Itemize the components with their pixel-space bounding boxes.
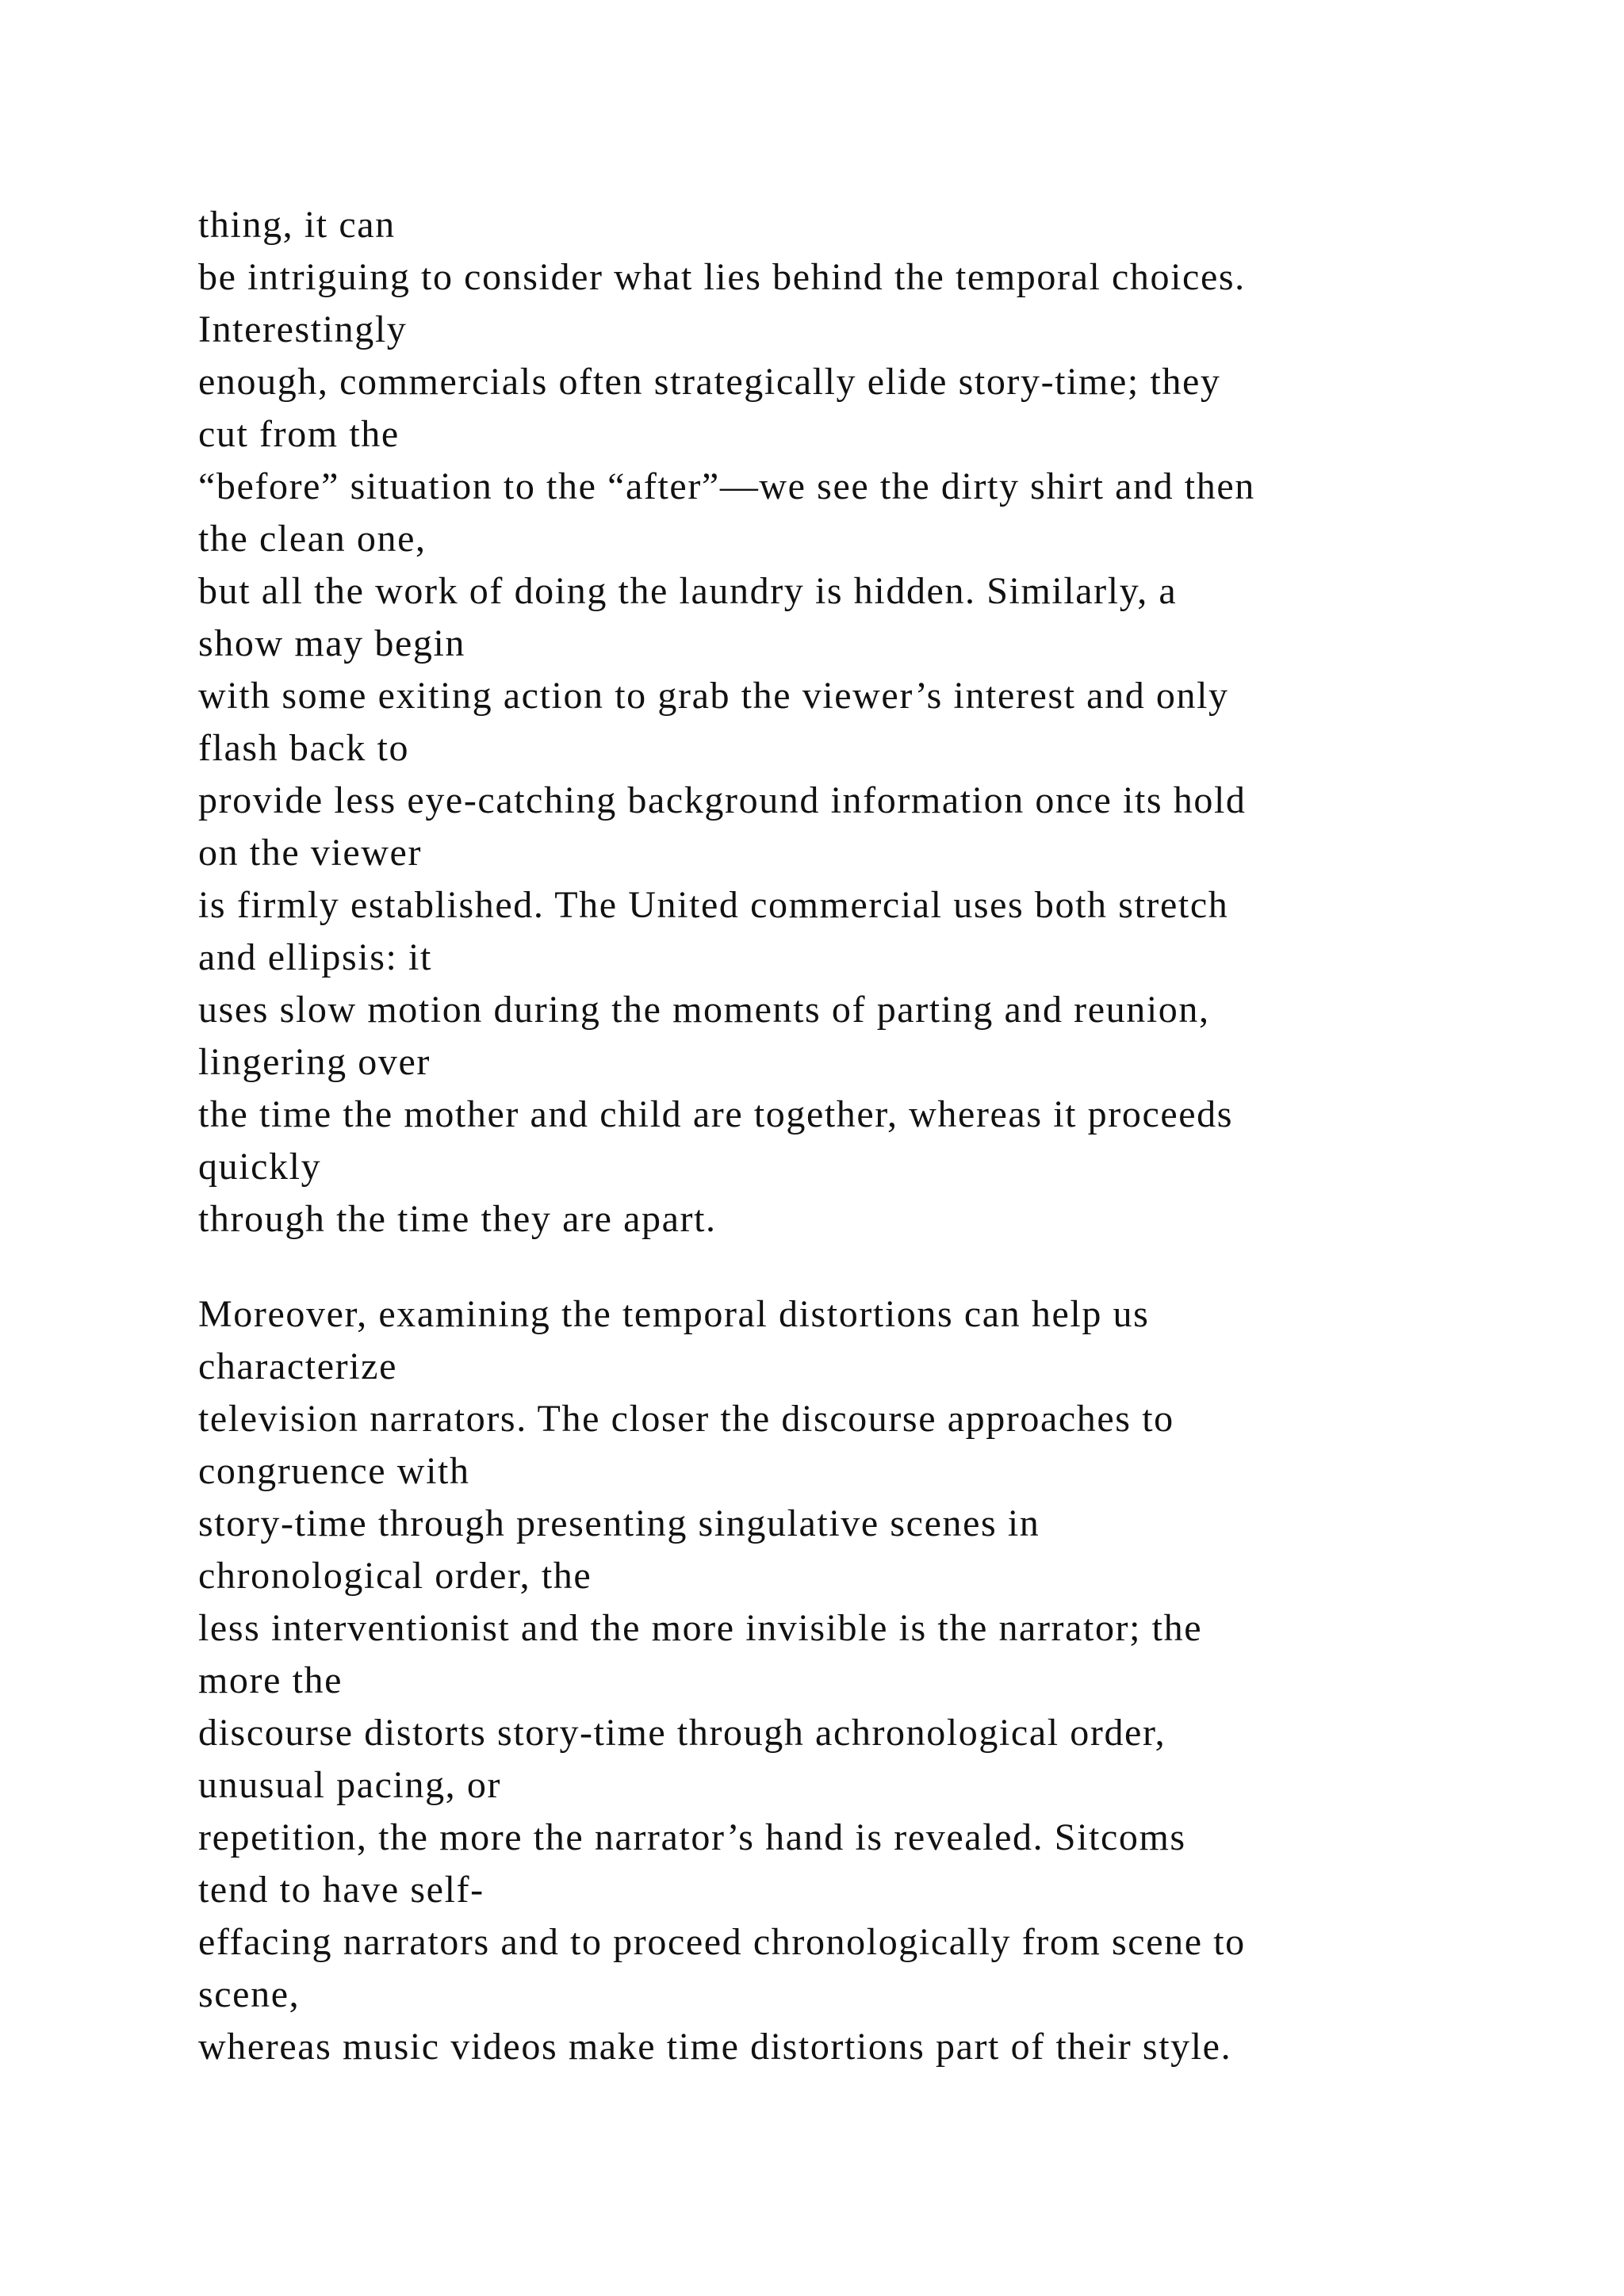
text-line: cut from the <box>198 413 400 455</box>
text-line: provide less eye-catching background information once its hold <box>198 779 1247 821</box>
text-line: story-time through presenting singulative scenes in <box>198 1502 1040 1544</box>
text-line: uses slow motion during the moments of parting and reunion, <box>198 989 1210 1031</box>
text-line: thing, it can <box>198 204 396 246</box>
text-line: repetition, the more the narrator’s hand is revealed. Sitcoms <box>198 1816 1186 1858</box>
text-line: television narrators. The closer the discourse approaches to <box>198 1398 1174 1440</box>
text-line: Moreover, examining the temporal distortions can help us <box>198 1293 1150 1335</box>
text-line: lingering over <box>198 1041 431 1083</box>
text-line: “before” situation to the “after”—we see the dirty shirt and then <box>198 465 1255 507</box>
text-line: characterize <box>198 1345 397 1387</box>
text-line: less interventionist and the more invisible is the narrator; the <box>198 1607 1203 1649</box>
text-line: the clean one, <box>198 518 427 560</box>
text-line: with some exiting action to grab the viewer’s interest and only <box>198 675 1229 717</box>
text-line: show may begin <box>198 622 466 664</box>
text-line: quickly <box>198 1146 322 1188</box>
text-line: discourse distorts story-time through achronological order, <box>198 1712 1166 1754</box>
text-line: through the time they are apart. <box>198 1198 717 1240</box>
text-line: tend to have self- <box>198 1869 485 1911</box>
text-line: the time the mother and child are together, whereas it proceeds <box>198 1093 1234 1135</box>
text-line: is firmly established. The United commercial uses both stretch <box>198 884 1229 926</box>
text-line: and ellipsis: it <box>198 936 432 978</box>
text-line: Interestingly <box>198 308 408 350</box>
text-line: congruence with <box>198 1450 470 1492</box>
text-line: be intriguing to consider what lies behind the temporal choices. <box>198 256 1246 298</box>
paragraph-1 <box>198 199 1546 1246</box>
text-line: chronological order, the <box>198 1555 592 1597</box>
text-line: enough, commercials often strategically elide story-time; they <box>198 361 1221 403</box>
text-line: on the viewer <box>198 832 423 874</box>
text-line: more the <box>198 1659 343 1701</box>
text-line: scene, <box>198 1973 301 2015</box>
text-line: whereas music videos make time distortions part of their style. <box>198 2026 1232 2068</box>
text-line: effacing narrators and to proceed chronologically from scene to <box>198 1921 1246 1963</box>
text-line: unusual pacing, or <box>198 1764 502 1806</box>
text-line: flash back to <box>198 727 410 769</box>
text-line: but all the work of doing the laundry is hidden. Similarly, a <box>198 570 1178 612</box>
paragraph-2 <box>198 1288 1546 2073</box>
